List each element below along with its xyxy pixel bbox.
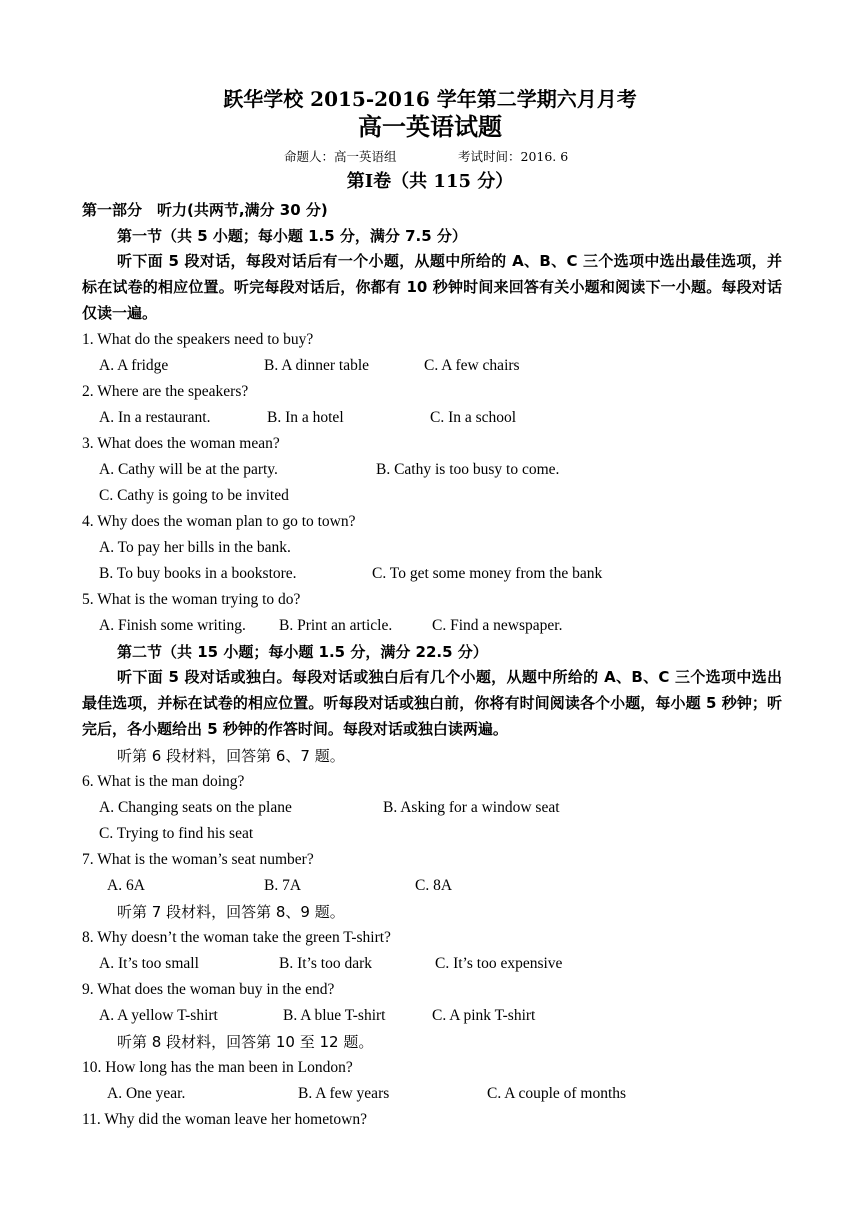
option-b: B. It’s too dark bbox=[279, 955, 372, 972]
question-stem: 7. What is the woman’s seat number? bbox=[82, 851, 314, 868]
question-stem: 4. Why does the woman plan to go to town? bbox=[82, 513, 356, 530]
option-c: C. It’s too expensive bbox=[435, 955, 563, 972]
option-a: A. It’s too small bbox=[99, 955, 199, 972]
option-c: C. A pink T-shirt bbox=[432, 1007, 536, 1024]
option-a: A. A fridge bbox=[99, 357, 169, 374]
option-a: A. Cathy will be at the party. bbox=[99, 461, 278, 478]
question-stem: 1. What do the speakers need to buy? bbox=[82, 331, 314, 348]
part1-heading: 第一部分 听力(共两节,满分 30 分) bbox=[82, 201, 328, 219]
author-label: 命题人：高一英语组 bbox=[284, 149, 397, 164]
option-b: B. 7A bbox=[264, 877, 302, 894]
exam-time-label: 考试时间：2016. 6 bbox=[458, 149, 569, 164]
section2-heading: 第二节（共 15 小题；每小题 1.5 分，满分 22.5 分） bbox=[117, 643, 488, 661]
option-c: C. 8A bbox=[415, 877, 453, 894]
option-a: A. A yellow T-shirt bbox=[99, 1007, 218, 1024]
section2-instructions: 听下面 5 段对话或独白。每段对话或独白后有几个小题，从题中所给的 A、B、C 三个选项中选出最佳选项，并标在试卷的相应位置。听每段对话或独白前，你将有时间阅读各个小题，每小题 5 秒钟；听完后，各小题给出 5 秒钟的作答时间。每段对话或独白读两遍。 bbox=[82, 668, 782, 738]
option-b: B. Cathy is too busy to come. bbox=[376, 461, 560, 478]
question-stem: 9. What does the woman buy in the end? bbox=[82, 981, 335, 998]
option-b: B. Print an article. bbox=[279, 617, 393, 634]
option-b: B. A dinner table bbox=[264, 357, 370, 374]
volume-heading: 第Ⅰ卷（共 115 分） bbox=[346, 171, 514, 192]
material-6-note: 听第 6 段材料，回答第 6、7 题。 bbox=[117, 747, 345, 765]
option-b: B. To buy books in a bookstore. bbox=[99, 565, 297, 582]
option-a: A. 6A bbox=[107, 877, 145, 894]
option-c: C. A few chairs bbox=[424, 357, 520, 374]
school-exam-line: 跃华学校 2015-2016 学年第二学期六月月考 bbox=[223, 87, 637, 111]
option-b: B. A few years bbox=[298, 1085, 390, 1102]
option-a: A. To pay her bills in the bank. bbox=[99, 539, 291, 556]
material-7-note: 听第 7 段材料，回答第 8、9 题。 bbox=[117, 903, 345, 921]
question-stem: 3. What does the woman mean? bbox=[82, 435, 280, 452]
option-b: B. In a hotel bbox=[267, 409, 344, 426]
option-c: C. Trying to find his seat bbox=[99, 825, 254, 842]
option-a: A. In a restaurant. bbox=[99, 409, 211, 426]
question-stem: 11. Why did the woman leave her hometown? bbox=[82, 1111, 367, 1128]
option-c: C. Find a newspaper. bbox=[432, 617, 563, 634]
section1-heading: 第一节（共 5 小题；每小题 1.5 分，满分 7.5 分） bbox=[117, 227, 467, 245]
option-c: C. A couple of months bbox=[487, 1085, 627, 1102]
option-b: B. Asking for a window seat bbox=[383, 799, 560, 816]
question-stem: 8. Why doesn’t the woman take the green T-shirt? bbox=[82, 929, 391, 946]
question-stem: 10. How long has the man been in London? bbox=[82, 1059, 353, 1076]
option-c: C. Cathy is going to be invited bbox=[99, 487, 289, 504]
option-c: C. In a school bbox=[430, 409, 517, 426]
option-a: A. Finish some writing. bbox=[99, 617, 246, 634]
option-a: A. Changing seats on the plane bbox=[99, 799, 292, 816]
section1-instructions: 听下面 5 段对话，每段对话后有一个小题，从题中所给的 A、B、C 三个选项中选出最佳选项，并标在试卷的相应位置。听完每段对话后，你都有 10 秒钟时间来回答有关小题和阅读下一小题。每段对话仅读一遍。 bbox=[82, 252, 782, 322]
question-stem: 6. What is the man doing? bbox=[82, 773, 245, 790]
question-stem: 2. Where are the speakers? bbox=[82, 383, 249, 400]
exam-title: 高一英语试题 bbox=[358, 112, 502, 141]
option-b: B. A blue T-shirt bbox=[283, 1007, 386, 1024]
option-a: A. One year. bbox=[107, 1085, 186, 1102]
option-c: C. To get some money from the bank bbox=[372, 565, 603, 582]
material-8-note: 听第 8 段材料，回答第 10 至 12 题。 bbox=[117, 1033, 374, 1051]
question-stem: 5. What is the woman trying to do? bbox=[82, 591, 301, 608]
